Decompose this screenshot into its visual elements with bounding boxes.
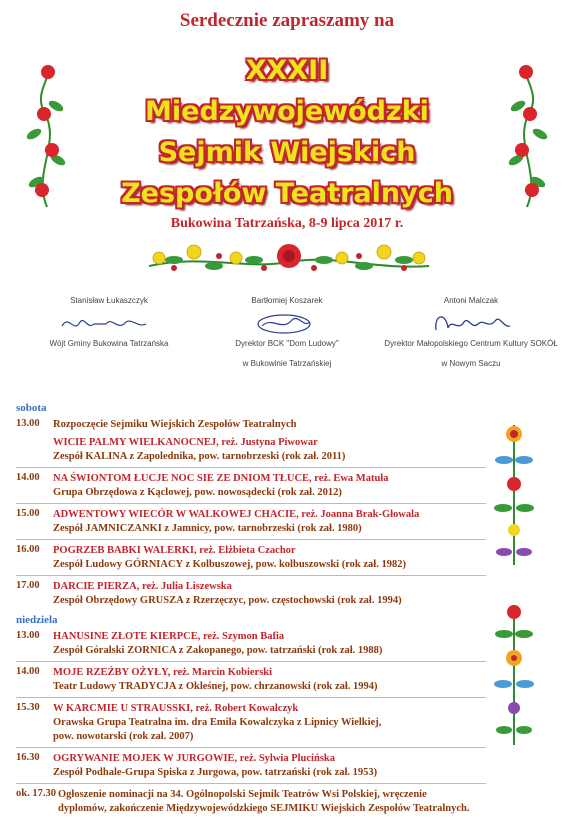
- entry-line: ADWENTOWY WIECÓR W WALKOWEJ CHACIE, reż. Joanna Brak-Głowala: [53, 509, 420, 520]
- entry-time: 15.00: [16, 508, 40, 519]
- separator: [16, 783, 486, 784]
- entry-line: OGRYWANIE MOJEK W JURGOWIE, reż. Sylwia Plucińska: [53, 753, 335, 764]
- program-entry: [16, 418, 486, 464]
- separator: [16, 697, 486, 698]
- entry-line: dyplomów, zakończenie Międzywojewódzkiego SEJMIKU Wiejskich Zespołów Teatralnych.: [58, 803, 470, 814]
- separator: [16, 467, 486, 468]
- flower-garland-icon: [144, 236, 434, 278]
- entry-time: 17.00: [16, 580, 40, 591]
- signatory-name: Stanisław Łukaszczyk: [70, 296, 148, 305]
- title-line: XXXII: [245, 55, 329, 86]
- entry-line: Grupa Obrzędowa z Kąclowej, pow. nowosądecki (rok zał. 2012): [53, 487, 342, 498]
- entry-line: pow. nowotarski (rok zał. 2007): [53, 731, 194, 742]
- program-entry: [16, 702, 486, 744]
- handwritten-signature: [14, 308, 204, 338]
- title-line: Zespołów Teatralnych: [121, 178, 453, 209]
- program-list: [16, 402, 486, 819]
- entry-time: 13.00: [16, 418, 40, 429]
- separator: [16, 747, 486, 748]
- place-date: Bukowina Tatrzańska, 8-9 lipca 2017 r.: [170, 216, 404, 231]
- entry-time: 13.00: [16, 630, 40, 641]
- day-label: sobota: [16, 402, 47, 414]
- program-entry: [16, 508, 486, 536]
- entry-time: 16.30: [16, 752, 40, 763]
- entry-time: 15.30: [16, 702, 40, 713]
- title-line: Miedzywojewódzki: [145, 96, 429, 127]
- signature-block: [192, 296, 382, 370]
- signatory-role: Dyrektor Małopolskiego Centrum Kultury SOKÓŁ: [384, 339, 558, 348]
- signatory-role: w Nowym Saczu: [441, 359, 501, 368]
- entry-line: Zespół Podhale-Grupa Spiska z Jurgowa, pow. tatrzański (rok zał. 1953): [53, 767, 378, 778]
- entry-time: 14.00: [16, 666, 40, 677]
- entry-line: W KARCMIE U STRAUSSKI, reż. Robert Kowalczyk: [53, 703, 299, 714]
- separator: [16, 503, 486, 504]
- signatory-role: w Bukowinie Tatrzańskiej: [242, 359, 332, 368]
- signatory-role: Wójt Gminy Bukowina Tatrzańska: [49, 339, 169, 348]
- signature-block: [376, 296, 566, 370]
- entry-time: ok. 17.30: [16, 788, 56, 799]
- entry-line: NA ŚWIONTOM ŁUCJE NOC SIE ZE DNIOM TŁUCE, reż. Ewa Matuła: [53, 473, 389, 484]
- entry-line: Zespół Ludowy GÓRNIACY z Kolbuszowej, pow. kolbuszowski (rok zał. 1982): [53, 559, 406, 570]
- program-entry: [16, 666, 486, 694]
- signatory-name: Bartłomiej Koszarek: [251, 296, 323, 305]
- program-entry: [16, 472, 486, 500]
- entry-line: Zespół Góralski ZORNICA z Zakopanego, pow. tatrzański (rok zał. 1988): [53, 645, 383, 656]
- signatory-role: Dyrektor BCK "Dom Ludowy": [235, 339, 339, 348]
- program-entry: [16, 544, 486, 572]
- separator: [16, 539, 486, 540]
- signature-block: [14, 296, 204, 350]
- entry-line: DARCIE PIERZA, reż. Julia Liszewska: [53, 581, 232, 592]
- invite-text: Serdecznie zapraszamy na: [179, 10, 395, 31]
- entry-line: POGRZEB BABKI WALERKI, reż. Elżbieta Czachor: [53, 545, 296, 556]
- entry-line: Zespół KALINA z Zapolednika, pow. tarnobrzeski (rok zał. 2011): [53, 451, 346, 462]
- entry-line: Zespół JAMNICZANKI z Jamnicy, pow. tarnobrzeski (rok zał. 1980): [53, 523, 362, 534]
- separator: [16, 661, 486, 662]
- program-entry: [16, 630, 486, 658]
- program-entry: [16, 752, 486, 780]
- entry-line: HANUSINE ZŁOTE KIERPCE, reż. Szymon Bafia: [53, 631, 285, 642]
- title-line: Sejmik Wiejskich: [158, 137, 416, 168]
- handwritten-signature: [376, 308, 566, 338]
- entry-line: Teatr Ludowy TRADYCJA z Okleśnej, pow. chrzanowski (rok zał. 1994): [53, 681, 378, 692]
- entry-line: Zespół Obrzędowy GRUSZA z Rzerzęczyc, pow. częstochowski (rok zał. 1994): [53, 595, 402, 606]
- folk-flower-icon: [494, 600, 534, 750]
- entry-line: WICIE PALMY WIELKANOCNEJ, reż. Justyna Piwowar: [53, 437, 318, 448]
- signatory-name: Antoni Malczak: [443, 296, 499, 305]
- separator: [16, 575, 486, 576]
- program-entry: [16, 580, 486, 608]
- entry-time: 16.00: [16, 544, 40, 555]
- program-entry: [16, 788, 486, 816]
- entry-line: Ogłoszenie nominacji na 34. Ogólnopolski Sejmik Teatrów Wsi Polskiej, wręczenie: [58, 789, 427, 800]
- handwritten-signature: [192, 308, 382, 338]
- day-label: niedziela: [16, 614, 58, 626]
- event-title: [60, 50, 514, 214]
- entry-line: Rozpoczęcie Sejmiku Wiejskich Zespołów Teatralnych: [53, 419, 297, 430]
- entry-line: MOJE RZEŹBY OŻYŁY, reż. Marcin Kobierski: [53, 667, 273, 678]
- folk-flower-icon: [494, 420, 534, 570]
- entry-time: 14.00: [16, 472, 40, 483]
- entry-line: Orawska Grupa Teatralna im. dra Emila Kowalczyka z Lipnicy Wielkiej,: [53, 717, 382, 728]
